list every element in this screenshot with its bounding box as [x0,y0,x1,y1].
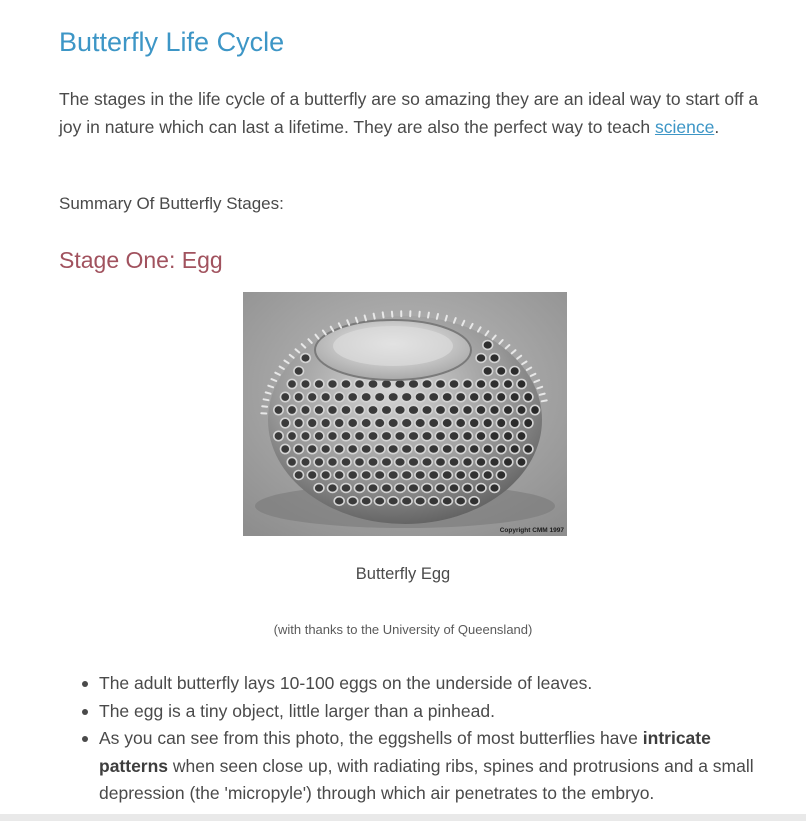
fact-text: The adult butterfly lays 10-100 eggs on the underside of leaves. [99,673,593,693]
intro-paragraph [59,86,759,141]
egg-micrograph-illustration [243,292,567,536]
intro-text: The stages in the life cycle of a butterfly are so amazing they are an ideal way to start off a joy in nature which can last a lifetime. They are also the perfect way to teach [59,89,759,137]
figure-credit: (with thanks to the University of Queensland) [273,622,533,637]
fact-emphasis: intricate patterns [99,728,711,776]
science-link[interactable]: science [654,116,715,137]
figure-caption: Butterfly Egg [355,565,451,583]
horizontal-scrollbar[interactable] [0,814,806,821]
stage-heading: Stage One: Egg [59,247,223,273]
egg-facts-list [99,670,759,808]
list-item [99,725,759,808]
butterfly-egg-image [243,292,567,536]
intro-text-end: . [714,116,720,137]
fact-text: The egg is a tiny object, little larger than a pinhead. [99,700,495,721]
fact-text: As you can see from this photo, the eggshells of most butterflies have [99,728,643,748]
fact-text-end: when seen close up, with radiating ribs, spines and protrusions and a small depression (the 'micropyle') through which air penetrates to the embryo. [99,755,754,803]
copyright-watermark: Copyright CMM 1997 [499,527,564,534]
page-title: Butterfly Life Cycle [59,27,285,57]
list-item [99,670,759,698]
summary-label: Summary Of Butterfly Stages: [59,194,284,213]
list-item [99,698,759,726]
